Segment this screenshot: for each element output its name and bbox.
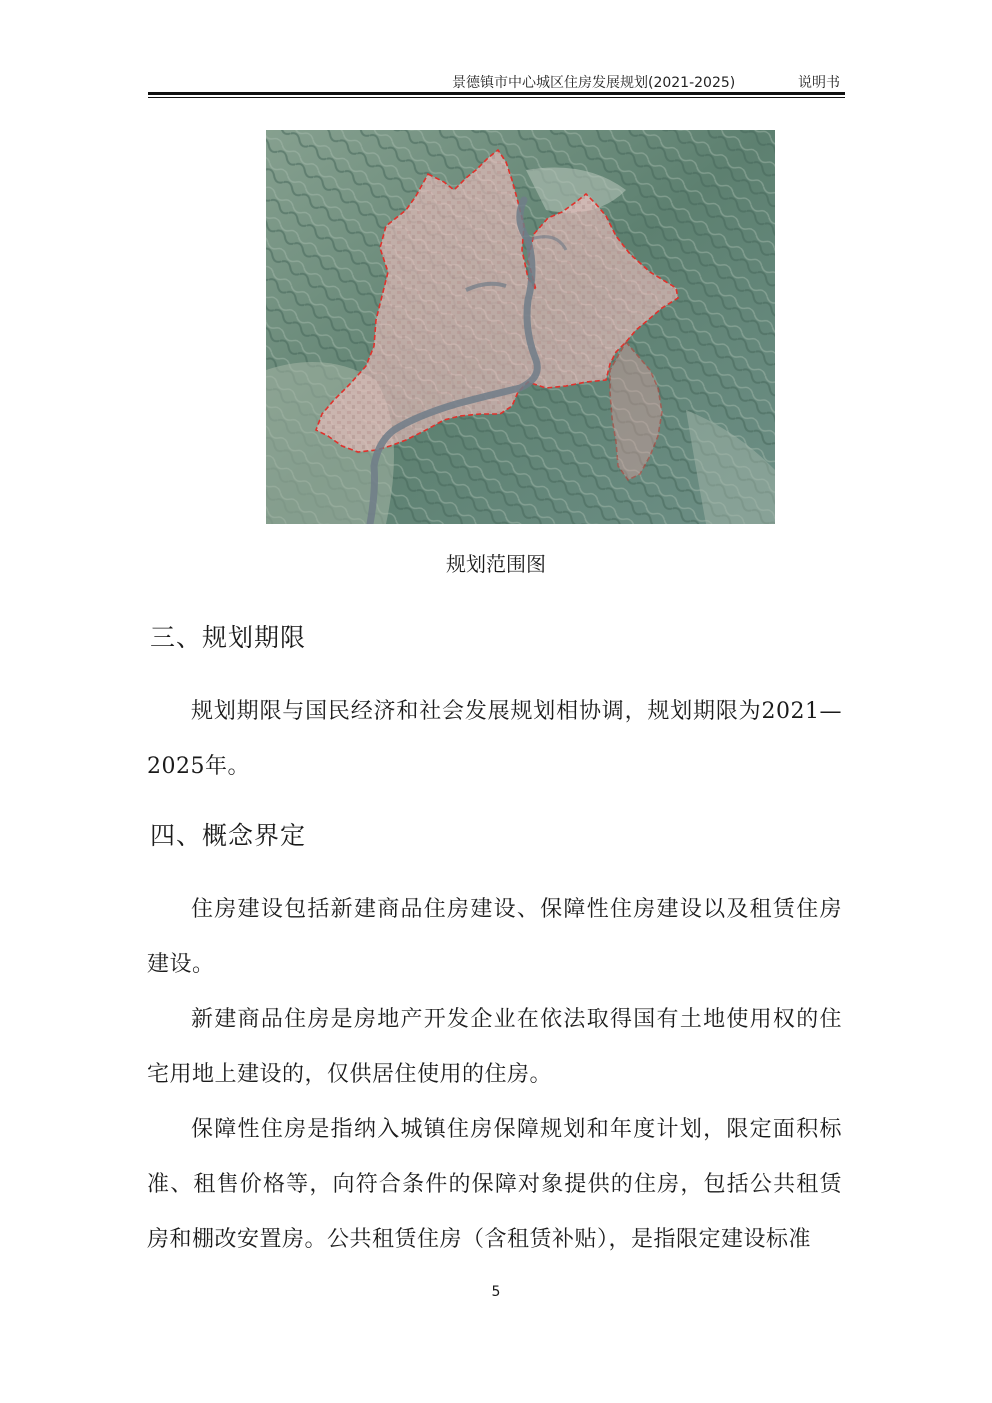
header-rule-thin — [148, 97, 845, 98]
section-heading-period: 三、规划期限 — [150, 623, 307, 652]
figure-caption: 规划范围图 — [446, 552, 546, 576]
paragraph-commercial-housing: 新建商品住房是房地产开发企业在依法取得国有土地使用权的住宅用地上建设的，仅供居住使用的住房。 — [147, 1007, 842, 1087]
page-number: 5 — [491, 1284, 501, 1300]
header-rule — [148, 92, 845, 95]
header-title: 景德镇市中心城区住房发展规划(2021-2025) — [452, 75, 736, 91]
section-heading-definitions: 四、概念界定 — [150, 821, 307, 850]
planning-area-map — [266, 130, 775, 524]
header-doc-type: 说明书 — [798, 75, 840, 91]
paragraph-period: 规划期限与国民经济和社会发展规划相协调，规划期限为2021—2025年。 — [147, 699, 842, 779]
paragraph-housing-construction: 住房建设包括新建商品住房建设、保障性住房建设以及租赁住房建设。 — [147, 897, 842, 977]
paragraph-affordable-housing: 保障性住房是指纳入城镇住房保障规划和年度计划，限定面积标准、租售价格等，向符合条件的保障对象提供的住房，包括公共租赁房和棚改安置房。公共租赁住房（含租赁补贴），是指限定建设标准 — [147, 1117, 842, 1252]
